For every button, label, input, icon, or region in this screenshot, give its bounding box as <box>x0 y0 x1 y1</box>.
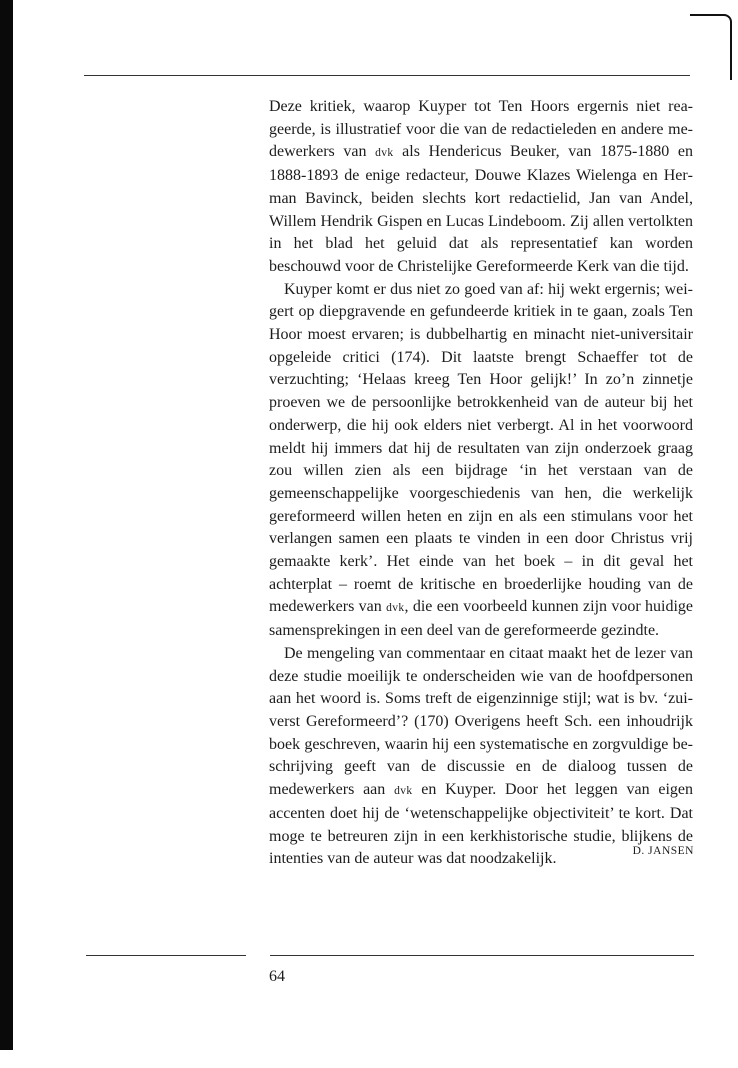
text-segment: De mengeling van commentaar en citaat maakt het de lezer van deze studie moeilijk te onderscheiden wie van de hoofdpersonen aan het woord is. Soms treft de eigenzinnige stijl; wat is bv. ‘zuiverst Gereformeerd’? (170) Overigens heeft Sch. een inhoudrijk boek geschreven, waarin hij een systematische en zorgvuldige beschrijving geeft van de discussie en de dialoog tussen de medewerkers aan <box>269 644 693 799</box>
journal-abbreviation: dvk <box>375 147 394 160</box>
journal-abbreviation: dvk <box>386 602 405 615</box>
text-segment: Kuyper komt er dus niet zo goed van af: hij wekt ergernis; weigert op diepgravende en gefundeerde kritiek in te gaan, zoals Ten Hoor moest ervaren; is dubbelhartig en minacht niet-universitair opgeleide critici (174). Dit laatste brengt Schaeffer tot de verzuchting; ‘Helaas kreeg Ten Hoor gelijk!’ In zo’n zinnetje proeven we de persoonlijke betrokkenheid van de auteur bij het onderwerp, die hij ook elders niet verbergt. Al in het voorwoord meldt hij immers dat hij de resultaten van zijn onderzoek graag zou willen zien als een bijdrage ‘in het verstaan van de gemeenschappelijke voorgeschiedenis van hen, die werkelijk gereformeerd willen heten en zijn en als een stimulans voor het verlangen samen een plaats te vinden in een door Christus vrij gemaakte kerk’. Het einde van het boek – in dit geval het achterplat – roemt de kritische en broederlijke houding van de medewerkers van <box>269 280 693 616</box>
journal-abbreviation: dvk <box>394 785 413 798</box>
paragraph-1 <box>269 96 693 279</box>
author-signature: D. JANSEN <box>632 845 694 857</box>
paragraph-3 <box>269 643 693 871</box>
text-segment: als Hendericus Beuker, van 1875-1880 en 1888-1893 de enige redacteur, Douwe Klazes Wielenga en Herman Bavinck, beiden slechts kort redactielid, Jan van Andel, Willem Hendrik Gispen en Lucas Lindeboom. Zij allen vertolkten in het blad het geluid dat als representatief kan worden beschouwd voor de Christelijke Gereformeerde Kerk van die tijd. <box>269 143 693 275</box>
paragraph-2 <box>269 279 693 643</box>
scan-edge-bar <box>0 0 13 1050</box>
header-rule <box>84 75 690 76</box>
text-segment: Deze kritiek, waarop Kuyper tot Ten Hoors ergernis niet reageerde, is illustratief voor die van de redactieleden en andere medewerkers van <box>269 98 693 161</box>
text-segment: en Kuyper. Door het leggen van eigen accenten doet hij de ‘wetenschappelijke objectiviteit’ te kort. Dat moge te betreuren zijn in een kerkhistorische studie, blijkens de intenties van de auteur was dat noodzakelijk. <box>269 781 694 868</box>
page-number: 64 <box>269 968 285 985</box>
text-segment: , die een voorbeeld kunnen zijn voor huidige samensprekingen in een deel van de gereformeerde gezindte. <box>269 598 694 640</box>
crop-mark <box>690 14 732 42</box>
footer-rule-right <box>270 955 694 956</box>
footer-rule-left <box>86 955 246 956</box>
review-body <box>269 96 693 871</box>
